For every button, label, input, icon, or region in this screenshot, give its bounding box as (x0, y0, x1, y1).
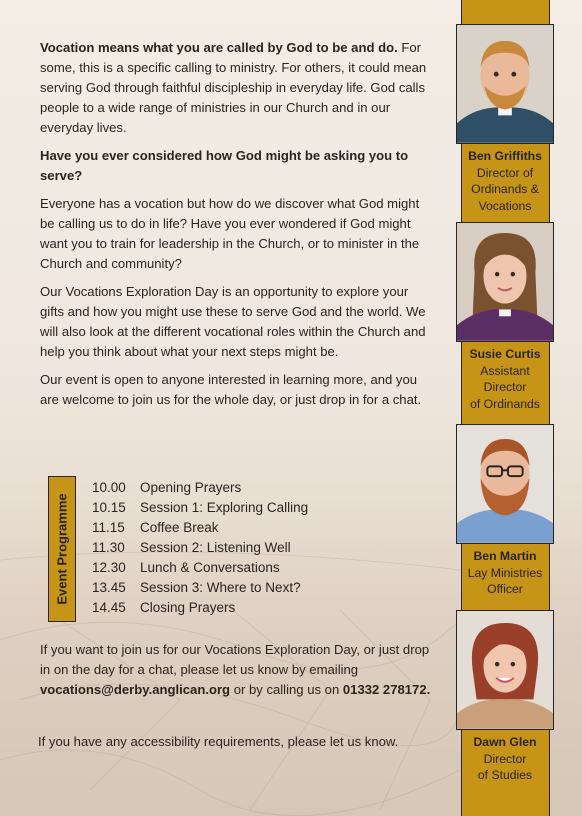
intro-text: For some, this is a specific calling to ministry. For others, it could mean serving God through faithful discipleship in everyday life. God calls people to a wide range of ministries in our Church and in our everyday lives. (40, 40, 427, 135)
programme-time: 11.15 (92, 520, 125, 535)
staff-name: Ben Martin (473, 549, 537, 563)
accessibility-note: If you have any accessibility requirements, please let us know. (38, 734, 399, 749)
staff-card-ben-martin (456, 424, 554, 598)
programme-item (92, 558, 308, 578)
question-heading: Have you ever considered how God might be asking you to serve? (40, 148, 409, 183)
programme-time: 10.00 (92, 480, 126, 495)
programme-label-tab (48, 476, 76, 622)
intro-paragraph (40, 38, 435, 138)
main-text (40, 38, 435, 418)
bearded-man-glasses-portrait-photo (456, 424, 554, 544)
woman-portrait-photo (456, 610, 554, 730)
programme-item (92, 578, 308, 598)
staff-role-line: of Ordinands (470, 396, 540, 411)
staff-card-susie-curtis (456, 222, 554, 412)
programme-item (92, 538, 308, 558)
programme-time: 13.45 (92, 580, 126, 595)
staff-role-line: Lay Ministries (467, 565, 543, 580)
programme-item (92, 518, 308, 538)
staff-role-line: Assistant (480, 363, 530, 378)
staff-role-line: of Studies (477, 768, 533, 782)
programme-time: 14.45 (92, 600, 126, 615)
body-paragraph-3: Our event is open to anyone interested in learning more, and you are welcome to join us for the whole day, or just drop in for a chat. (40, 372, 422, 407)
staff-name: Dawn Glen (473, 735, 537, 749)
programme-title: Session 3: Where to Next? (140, 580, 301, 595)
staff-caption (461, 544, 550, 598)
programme-item (92, 598, 308, 618)
clergy-woman-portrait-photo (456, 222, 554, 342)
programme-time: 12.30 (92, 560, 126, 575)
programme-time: 11.30 (92, 540, 125, 555)
event-programme (48, 476, 348, 622)
programme-title: Closing Prayers (140, 600, 236, 615)
staff-role-line: Officer (487, 582, 523, 596)
staff-caption (461, 144, 550, 214)
portrait-illustration (457, 25, 553, 143)
staff-card-ben-griffiths (456, 24, 554, 214)
contact-email-link[interactable]: vocations@derby.anglican.org (40, 682, 231, 697)
programme-time: 10.15 (92, 500, 126, 515)
staff-role-line: Ordinands & (471, 182, 539, 196)
portrait-illustration (457, 223, 553, 341)
contact-text-before: If you want to join us for our Vocations Exploration Day, or just drop in on the day for a chat, please let us know by emailing (40, 642, 430, 677)
staff-role-line: Director (483, 380, 527, 394)
staff-caption (461, 342, 550, 412)
staff-card-dawn-glen (456, 610, 554, 784)
clergy-man-portrait-photo (456, 24, 554, 144)
body-paragraph-2: Our Vocations Exploration Day is an opportunity to explore your gifts and how you might use these to serve God and the world. We will also look at the different vocational roles within the Church and help you think about what your next steps might be. (40, 284, 426, 359)
programme-title: Opening Prayers (140, 480, 242, 495)
programme-item (92, 498, 308, 518)
contact-phone[interactable]: 01332 278172. (342, 682, 431, 697)
contact-text-middle: or by calling us on (230, 682, 343, 697)
staff-role-line: Director of (476, 165, 534, 180)
intro-bold-lead: Vocation means what you are called by God to be and do. (40, 40, 398, 55)
portrait-illustration (457, 425, 553, 543)
programme-list (92, 478, 308, 618)
staff-role-line: Director (483, 751, 527, 766)
programme-title: Session 2: Listening Well (140, 540, 291, 555)
programme-item (92, 478, 308, 498)
programme-title: Coffee Break (140, 520, 219, 535)
programme-title: Lunch & Conversations (140, 560, 280, 575)
contact-paragraph (40, 640, 440, 700)
staff-name: Ben Griffiths (468, 149, 542, 163)
staff-name: Susie Curtis (469, 347, 541, 361)
portrait-illustration (457, 611, 553, 729)
staff-role-line: Vocations (478, 198, 532, 213)
staff-caption (461, 730, 550, 784)
programme-label: Event Programme (54, 493, 70, 605)
body-paragraph-1: Everyone has a vocation but how do we discover what God might be calling us to do in life? Have you ever wondered if God might want you to train for leadership in the Church, or to minister in the Church and community? (40, 196, 420, 271)
programme-title: Session 1: Exploring Calling (140, 500, 309, 515)
